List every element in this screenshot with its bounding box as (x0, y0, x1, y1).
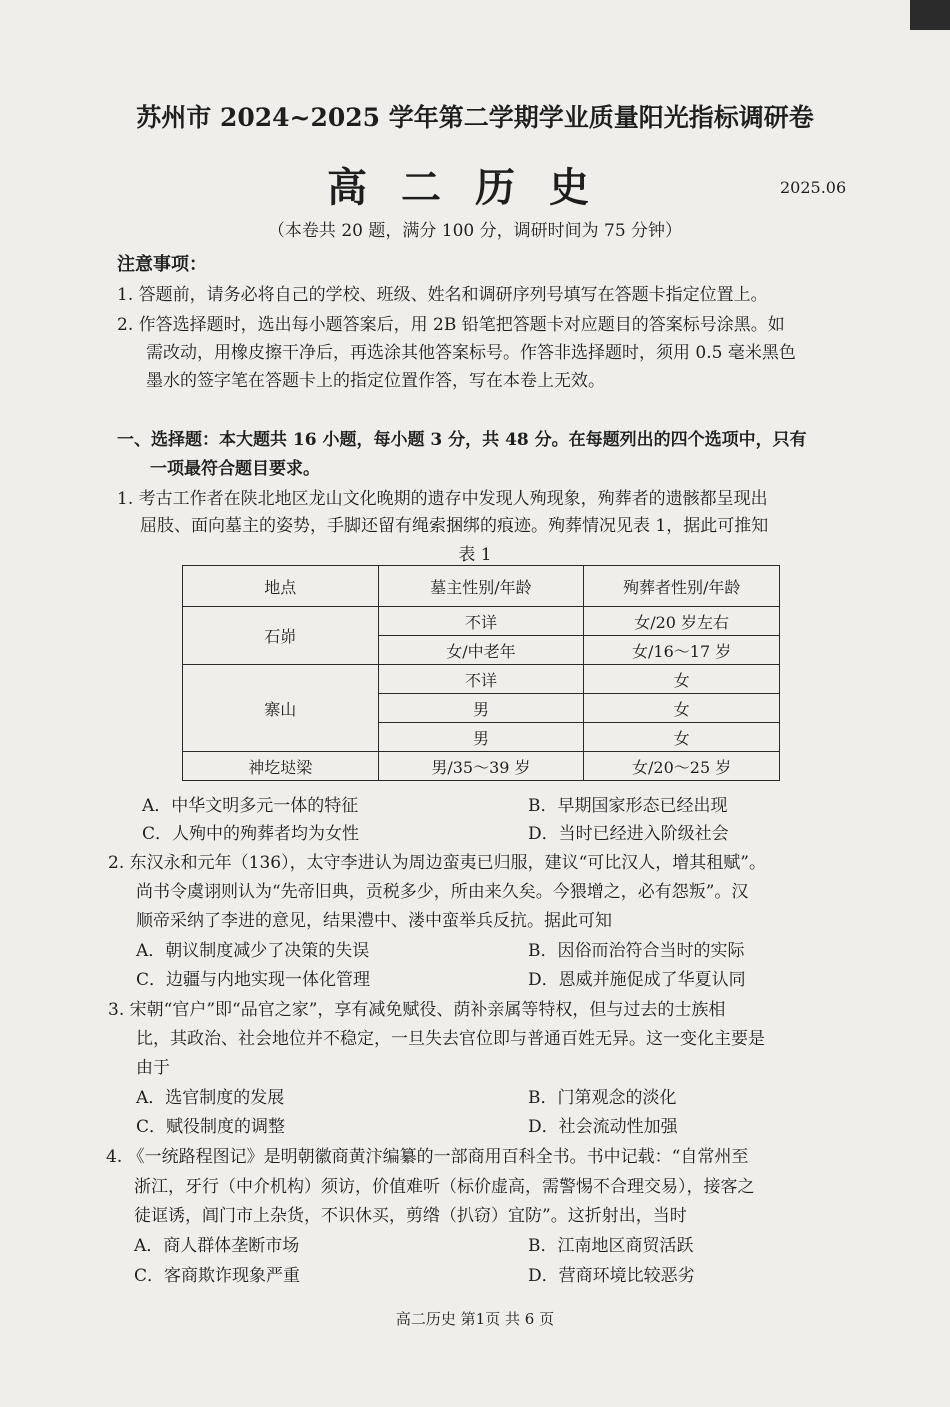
table-cell: 不详 (378, 665, 584, 694)
question-3-text: 比，其政治、社会地位并不稳定，一旦失去官位即与普通百姓无异。这一变化主要是 (136, 1029, 765, 1049)
table-cell: 女 (584, 665, 780, 694)
question-2-text: 顺帝采纳了李进的意见，结果澧中、溇中蛮举兵反抗。据此可知 (136, 911, 612, 931)
table-place-cell: 石峁 (183, 607, 379, 665)
exam-date: 2025.06 (780, 178, 847, 197)
table-cell: 不详 (378, 607, 584, 636)
notice-line: 2. 作答选择题时，选出每小题答案后，用 2B 铅笔把答题卡对应题目的答案标号涂黑。如 (117, 315, 785, 335)
option-c: C．客商欺诈现象严重 (134, 1266, 301, 1286)
table-cell: 女/20～25 岁 (584, 752, 780, 781)
question-2-text: 尚书令虞诩则认为“先帝旧典，贡税多少，所由来久矣。今猥增之，必有怨叛”。汉 (136, 882, 749, 902)
page-footer: 高二历史 第1页 共 6 页 (395, 1310, 555, 1328)
question-3-text: 由于 (136, 1058, 170, 1078)
table-cell: 女/20 岁左右 (584, 607, 780, 636)
question-1-text: 1. 考古工作者在陕北地区龙山文化晚期的遗存中发现人殉现象，殉葬者的遗骸都呈现出 (117, 489, 768, 509)
notice-heading: 注意事项： (117, 254, 207, 275)
question-1-text: 屈肢、面向墓主的姿势，手脚还留有绳索捆绑的痕迹。殉葬情况见表 1，据此可推知 (140, 516, 769, 536)
table-header-cell: 地点 (183, 566, 379, 607)
table-cell: 男/35～39 岁 (378, 752, 584, 781)
section-heading: 一项最符合题目要求。 (150, 459, 320, 479)
table-caption: 表 1 (458, 545, 492, 565)
table-cell: 女/16～17 岁 (584, 636, 780, 665)
burial-table (182, 565, 780, 781)
exam-info: （本卷共 20 题，满分 100 分，调研时间为 75 分钟） (267, 221, 683, 241)
notice-line: 1. 答题前，请务必将自己的学校、班级、姓名和调研序列号填写在答题卡指定位置上。 (117, 285, 768, 305)
question-2-text: 2. 东汉永和元年（136），太守李进认为周边蛮夷已归服，建议“可比汉人，增其租赋”。 (108, 853, 766, 873)
table-header-cell: 墓主性别/年龄 (378, 566, 584, 607)
table-cell: 女/中老年 (378, 636, 584, 665)
table-row (183, 607, 780, 636)
option-c: C．赋役制度的调整 (136, 1117, 286, 1137)
option-a: A．朝议制度减少了决策的失误 (136, 941, 370, 961)
option-a: A．商人群体垄断市场 (134, 1236, 300, 1256)
table-row (183, 752, 780, 781)
table-header-row (183, 566, 780, 607)
option-c: C．边疆与内地实现一体化管理 (136, 970, 371, 990)
subject-title: 高二历史 (327, 164, 623, 211)
option-d: D．恩威并施促成了华夏认同 (528, 970, 746, 990)
option-d: D．社会流动性加强 (528, 1117, 678, 1137)
question-4-text: 徒诓诱，阊门市上杂货，不识休买，剪绺（扒窃）宜防”。这折射出，当时 (134, 1206, 687, 1226)
question-4-text: 浙江，牙行（中介机构）须访，价值难听（标价虚高，需警惕不合理交易），接客之 (134, 1177, 755, 1197)
exam-title: 苏州市 2024~2025 学年第二学期学业质量阳光指标调研卷 (136, 103, 814, 132)
corner-shadow (910, 0, 950, 30)
question-3-text: 3. 宋朝“官户”即“品官之家”，享有减免赋役、荫补亲属等特权，但与过去的士族相 (108, 1000, 726, 1020)
option-d: D．当时已经进入阶级社会 (528, 824, 729, 844)
table-header-cell: 殉葬者性别/年龄 (584, 566, 780, 607)
option-a: A．中华文明多元一体的特征 (142, 796, 359, 816)
table-place-cell: 神圪垯梁 (183, 752, 379, 781)
table-cell: 女 (584, 723, 780, 752)
table-place-cell: 寨山 (183, 665, 379, 752)
option-b: B．江南地区商贸活跃 (528, 1236, 694, 1256)
notice-line: 需改动，用橡皮擦干净后，再选涂其他答案标号。作答非选择题时，须用 0.5 毫米黑色 (146, 343, 796, 363)
option-b: B．早期国家形态已经出现 (528, 796, 728, 816)
option-c: C．人殉中的殉葬者均为女性 (142, 824, 360, 844)
option-d: D．营商环境比较恶劣 (528, 1266, 695, 1286)
question-4-text: 4. 《一统路程图记》是明朝徽商黄汴编纂的一部商用百科全书。书中记载：“自常州至 (106, 1147, 749, 1167)
table-cell: 女 (584, 694, 780, 723)
table-row (183, 665, 780, 694)
table-cell: 男 (378, 723, 584, 752)
table-cell: 男 (378, 694, 584, 723)
option-a: A．选官制度的发展 (136, 1088, 285, 1108)
option-b: B．门第观念的淡化 (528, 1088, 677, 1108)
option-b: B．因俗而治符合当时的实际 (528, 941, 745, 961)
section-heading: 一、选择题：本大题共 16 小题，每小题 3 分，共 48 分。在每题列出的四个选项中，只有 (117, 430, 807, 450)
notice-line: 墨水的签字笔在答题卡上的指定位置作答，写在本卷上无效。 (146, 371, 605, 391)
